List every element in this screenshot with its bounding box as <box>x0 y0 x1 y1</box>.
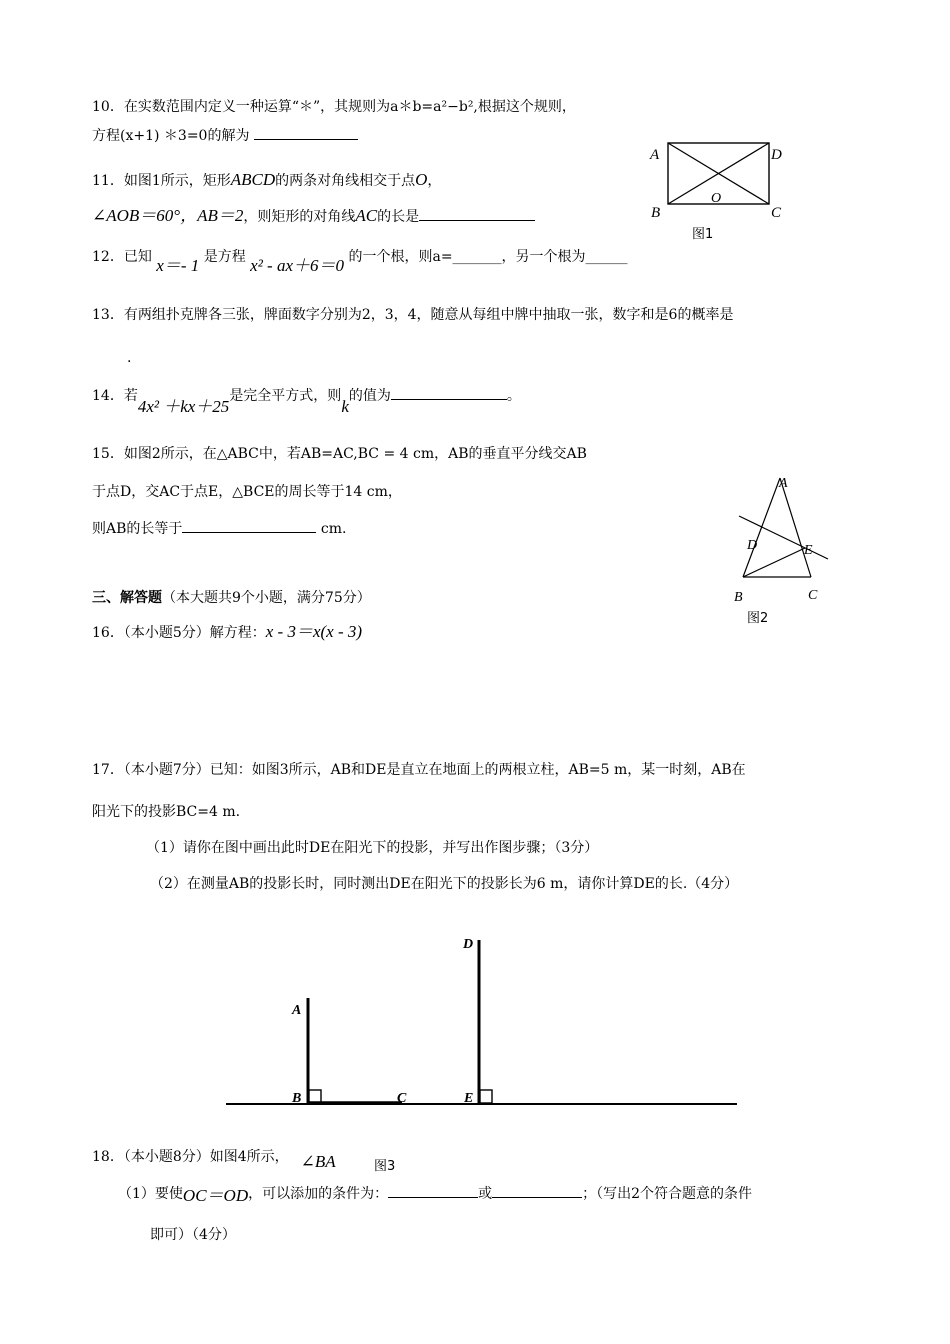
q15-answer-blank[interactable] <box>182 518 316 533</box>
q17-sub2: （2）在测量AB的投影长时，同时测出DE在阳光下的投影长为6 m，请你计算DE的长.（4分） <box>150 876 739 892</box>
q10-line2: 方程(x+1) ＊3=0的解为 <box>92 125 358 146</box>
figure1-label-b: B <box>651 205 661 221</box>
figure2-label-d: D <box>747 538 758 553</box>
figure2-label-a: A <box>779 476 788 491</box>
q18-condition1-blank[interactable] <box>388 1183 478 1198</box>
q10-answer-blank[interactable] <box>254 125 358 140</box>
figure2-label-b: B <box>734 590 743 605</box>
q11-answer-blank[interactable] <box>419 206 535 221</box>
q18-condition2-blank[interactable] <box>492 1183 582 1198</box>
figure3-label-b: B <box>292 1091 302 1106</box>
q18-line1: 18．（本小题8分）如图4所示， ∠BA <box>92 1149 336 1171</box>
figure2-label-c: C <box>808 588 818 603</box>
figure1-label-d: D <box>771 147 782 163</box>
figure2-label-e: E <box>804 543 813 558</box>
q13-line2: . <box>127 350 132 366</box>
q10-line1: 10．在实数范围内定义一种运算“＊”，其规则为a＊b=a²−b²,根据这个规则， <box>92 99 576 115</box>
figure1-label-c: C <box>771 205 782 221</box>
figure3-label-e: E <box>464 1091 474 1106</box>
figure3 <box>220 930 740 1174</box>
q15-line2: 于点D，交AC于点E，△BCE的周长等于14 cm， <box>92 484 402 500</box>
q17-line2: 阳光下的投影BC=4 m. <box>92 804 241 820</box>
q14-answer-blank[interactable] <box>391 385 507 400</box>
q14-line: 14．若4x² ＋kx＋25是完全平方式，则k的值为 。 <box>92 385 521 406</box>
q15-line3: 则AB的长等于 cm. <box>92 518 346 539</box>
figure1 <box>640 140 790 250</box>
q11-line1: 11．如图1所示，矩形ABCD的两条对角线相交于点O， <box>92 170 442 189</box>
figure1-label-a: A <box>650 147 660 163</box>
q12-line: 12．已知 x＝- 1 是方程 x² - ax＋6＝0 的一个根，则a=_______，另一个根为______ <box>92 249 628 275</box>
q15-line1: 15．如图2所示，在△ABC中，若AB=AC,BC = 4 cm，AB的垂直平分线交AB <box>92 446 587 462</box>
figure3-right-angle-b <box>309 1090 321 1103</box>
figure2-side-ac <box>780 478 811 577</box>
q11-line2: ∠AOB＝60°，AB＝2，则矩形的对角线AC的长是 <box>92 206 535 227</box>
figure3-label-a: A <box>292 1003 302 1018</box>
figure2 <box>725 470 845 630</box>
figure3-label-c: C <box>397 1091 407 1106</box>
q17-sub1: （1）请你在图中画出此时DE在阳光下的投影，并写出作图步骤；（3分） <box>146 840 599 856</box>
q16-line: 16．（本小题5分）解方程：x - 3＝x(x - 3) <box>92 622 363 641</box>
figure3-caption: 图3 <box>374 1159 396 1174</box>
q17-line1: 17．（本小题7分）已知：如图3所示，AB和DE是直立在地面上的两根立柱，AB=5 m，某一时刻，AB在 <box>92 762 746 778</box>
q18-sub1-cont: 即可）（4分） <box>150 1227 236 1243</box>
figure2-caption: 图2 <box>747 611 769 626</box>
figure3-label-d: D <box>463 937 474 952</box>
figure1-label-o: O <box>711 191 722 206</box>
figure1-caption: 图1 <box>692 227 714 242</box>
figure3-right-angle-e <box>480 1090 492 1103</box>
section3-heading: 三、解答题（本大题共9个小题，满分75分） <box>92 590 371 606</box>
q18-sub1: （1）要使OC＝OD，可以添加的条件为： 或 ；（写出2个符合题意的条件 <box>118 1183 752 1204</box>
q13-line1: 13．有两组扑克牌各三张，牌面数字分别为2，3，4，随意从每组中牌中抽取一张，数字和是6的概率是 <box>92 307 734 323</box>
